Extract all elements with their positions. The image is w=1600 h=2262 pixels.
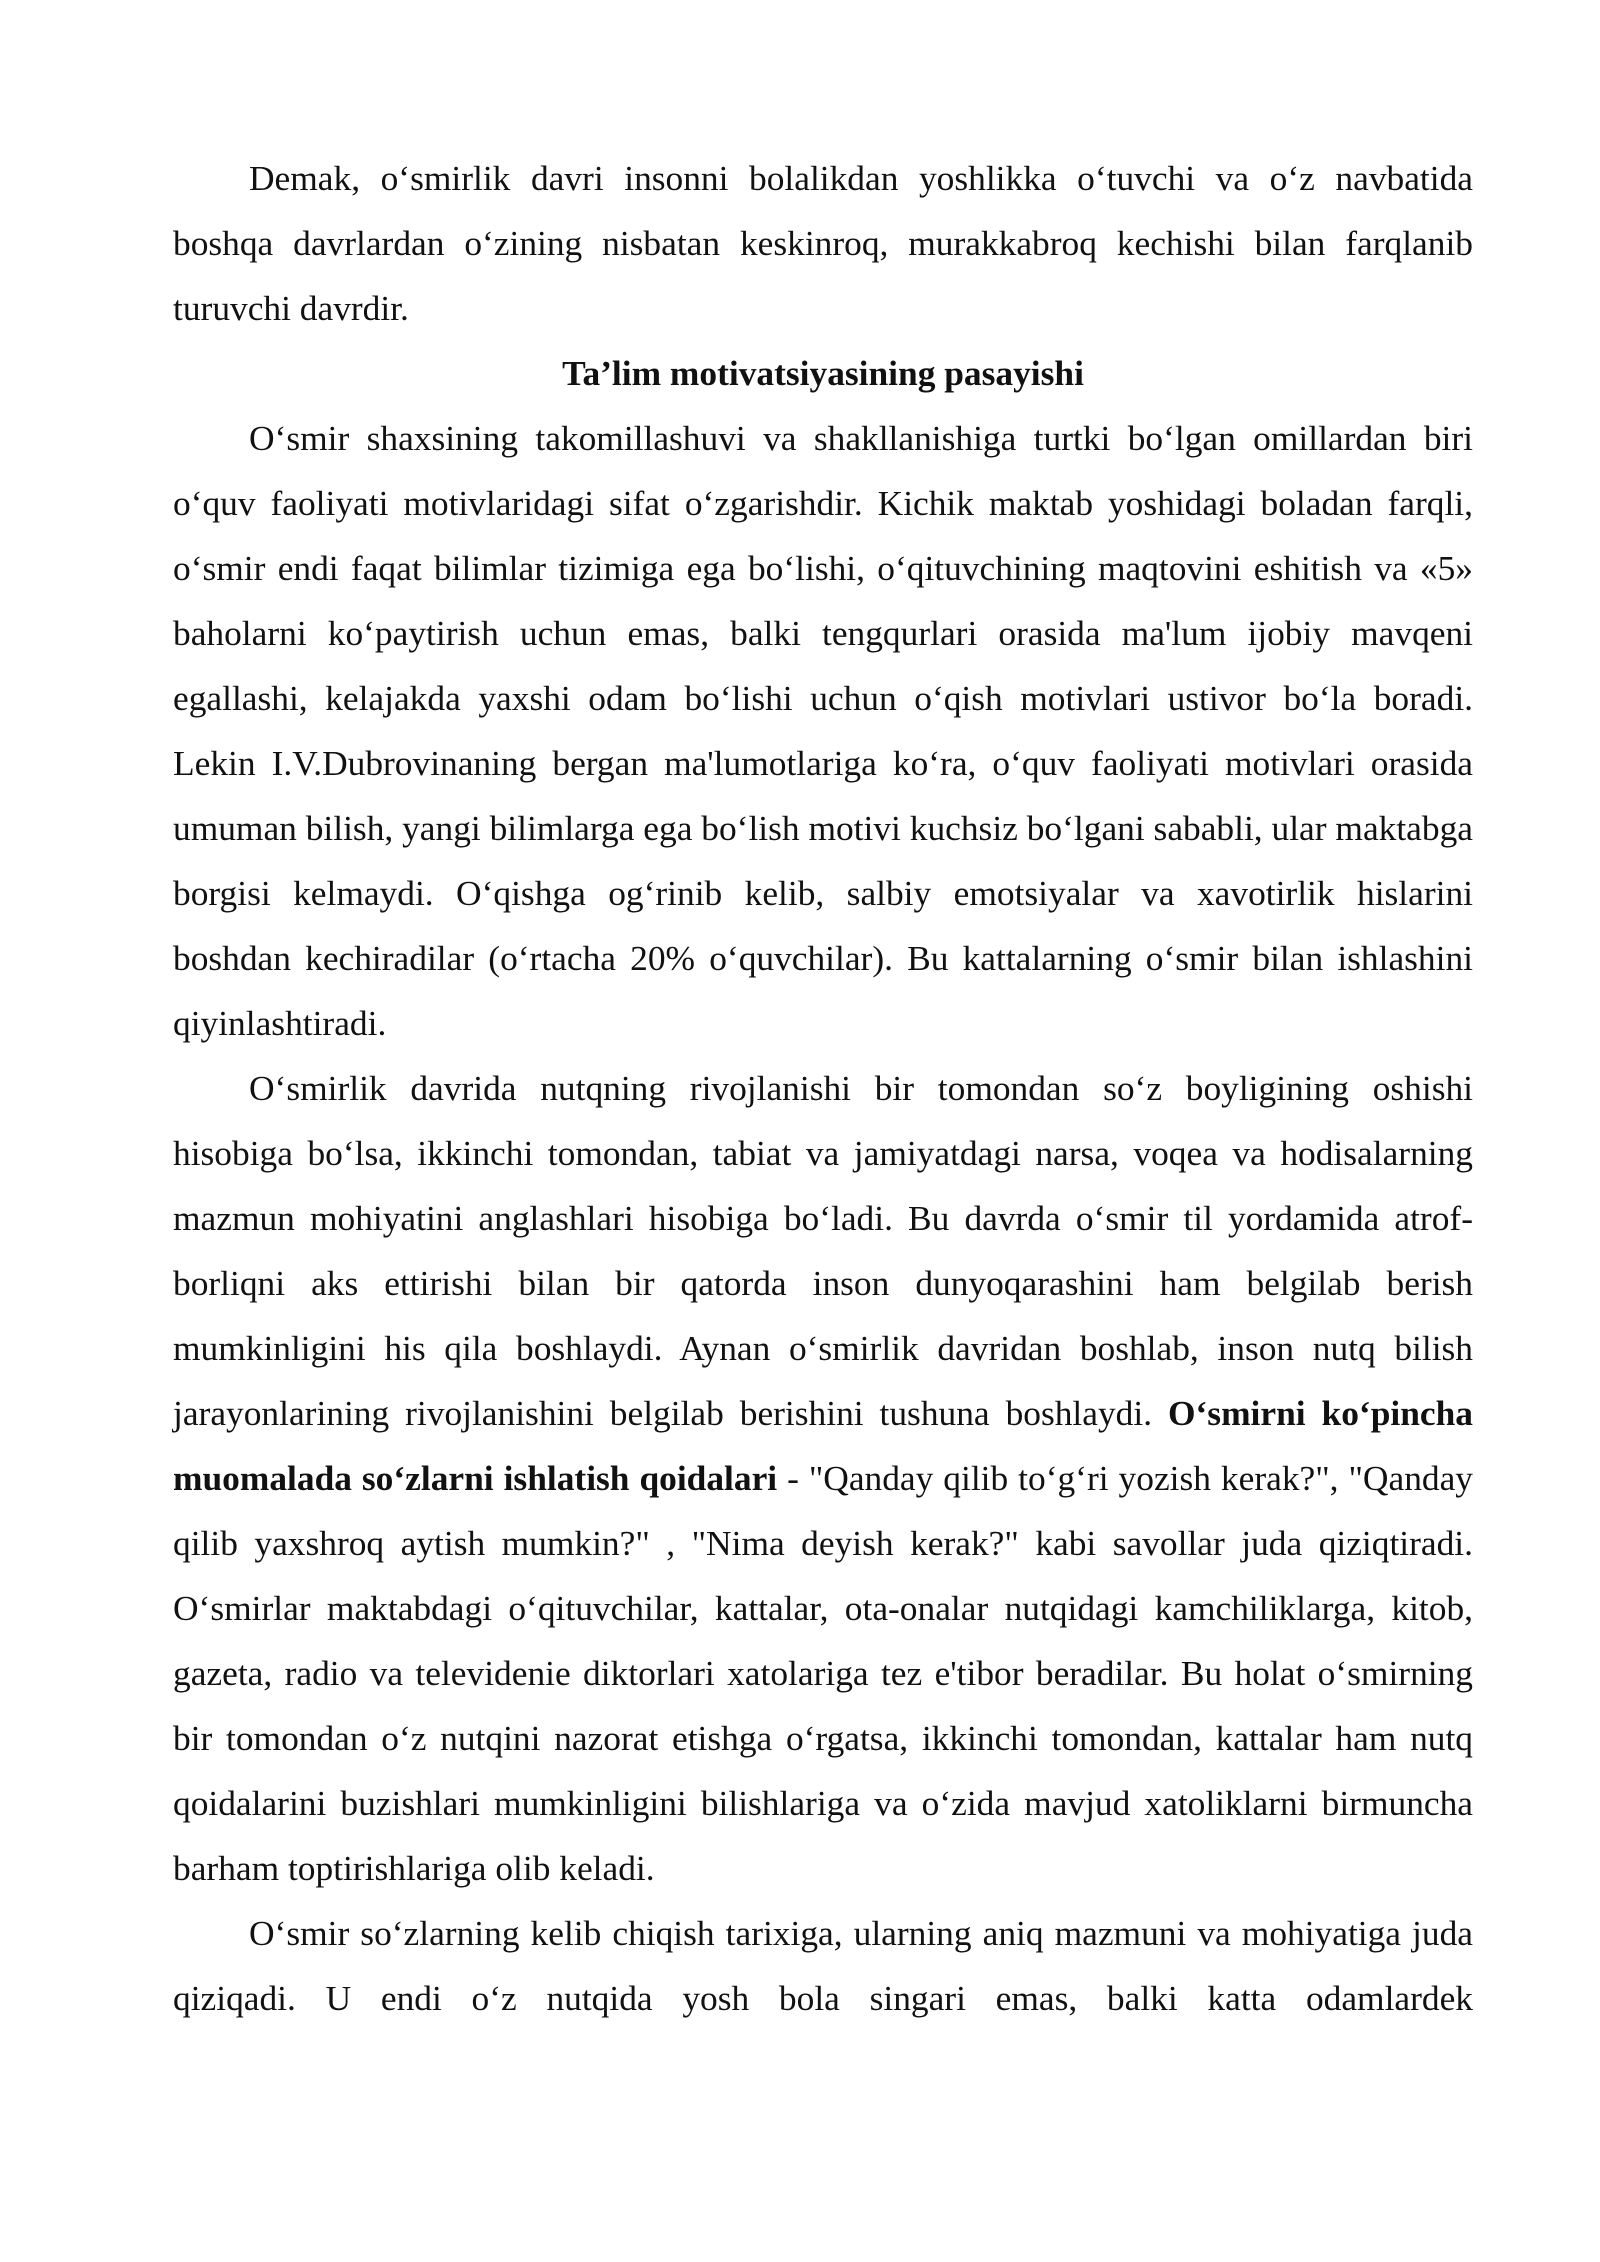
- speech-development-rest: - "Qanday qilib to‘g‘ri yozish kerak?", "Qanday qilib yaxshroq aytish mumkin?" , "Nima deyish kerak?" kabi savollar juda qiziqtiradi. O‘smirlar maktabdagi o‘qituvchilar, kattalar, ota-onalar nutqidagi kamchiliklarga, kitob, gazeta, radio va televidenie diktorlari xatolariga tez e'tibor beradilar. Bu holat o‘smirning bir tomondan o‘z nutqini nazorat etishga o‘rgatsa, ikkinchi tomondan, kattalar ham nutq qoidalarini buzishlari mumkinligini bilishlariga va o‘zida mavjud xatoliklarni birmuncha barham toptirishlariga olib keladi.: [173, 1458, 1473, 1888]
- paragraph-motivation: O‘smir shaxsining takomillashuvi va shakllanishiga turtki bo‘lgan omillardan biri o‘quv faoliyati motivlaridagi sifat o‘zgarishdir. Kichik maktab yoshidagi boladan farqli, o‘smir endi faqat bilimlar tizimiga ega bo‘lishi, o‘qituvchining maqtovini eshitish va «5» baholarni ko‘paytirish uchun emas, balki tengqurlari orasida ma'lum ijobiy mavqeni egallashi, kelajakda yaxshi odam bo‘lishi uchun o‘qish motivlari ustivor bo‘la boradi. Lekin I.V.Dubrovinaning bergan ma'lumotlariga ko‘ra, o‘quv faoliyati motivlari orasida umuman bilish, yangi bilimlarga ega bo‘lish motivi kuchsiz bo‘lgani sababli, ular maktabga borgisi kelmaydi. O‘qishga og‘rinib kelib, salbiy emotsiyalar va xavotirlik hislarini boshdan kechiradilar (o‘rtacha 20% o‘quvchilar). Bu kattalarning o‘smir bilan ishlashini qiyinlashtiradi.: [173, 418, 1473, 1043]
- paragraph-conclusion: Demak, o‘smirlik davri insonni bolalikdan yoshlikka o‘tuvchi va o‘z navbatida boshqa davrlardan o‘zining nisbatan keskinroq, murakkabroq kechishi bilan farqlanib turuvchi davrdir.: [173, 158, 1473, 328]
- bold-phrase: O‘smirni ko‘pincha muomalada so‘zlarni ishlatish qoidalari: [173, 1393, 1473, 1498]
- paragraph-word-origins: O‘smir so‘zlarning kelib chiqish tarixiga, ularning aniq mazmuni va mohiyatiga juda qiziqadi. U endi o‘z nutqida yosh bola singari emas, balki katta odamlardek: [173, 1913, 1473, 2018]
- section-heading: Ta’lim motivatsiyasining pasayishi: [562, 353, 1084, 393]
- document-page: [173, 146, 1473, 2031]
- speech-development-intro: O‘smirlik davrida nutqning rivojlanishi bir tomondan so‘z boyligining oshishi hisobiga bo‘lsa, ikkinchi tomondan, tabiat va jamiyatdagi narsa, voqea va hodisalarning mazmun mohiyatini anglashlari hisobiga bo‘ladi. Bu davrda o‘smir til yordamida atrof-borliqni aks ettirishi bilan bir qatorda inson dunyoqarashini ham belgilab berish mumkinligini his qila boshlaydi. Aynan o‘smirlik davridan boshlab, inson nutq bilish jarayonlarining rivojlanishini belgilab berishini tushuna boshlaydi.: [173, 1068, 1473, 1433]
- paragraph-speech-development: [173, 1056, 1473, 1901]
